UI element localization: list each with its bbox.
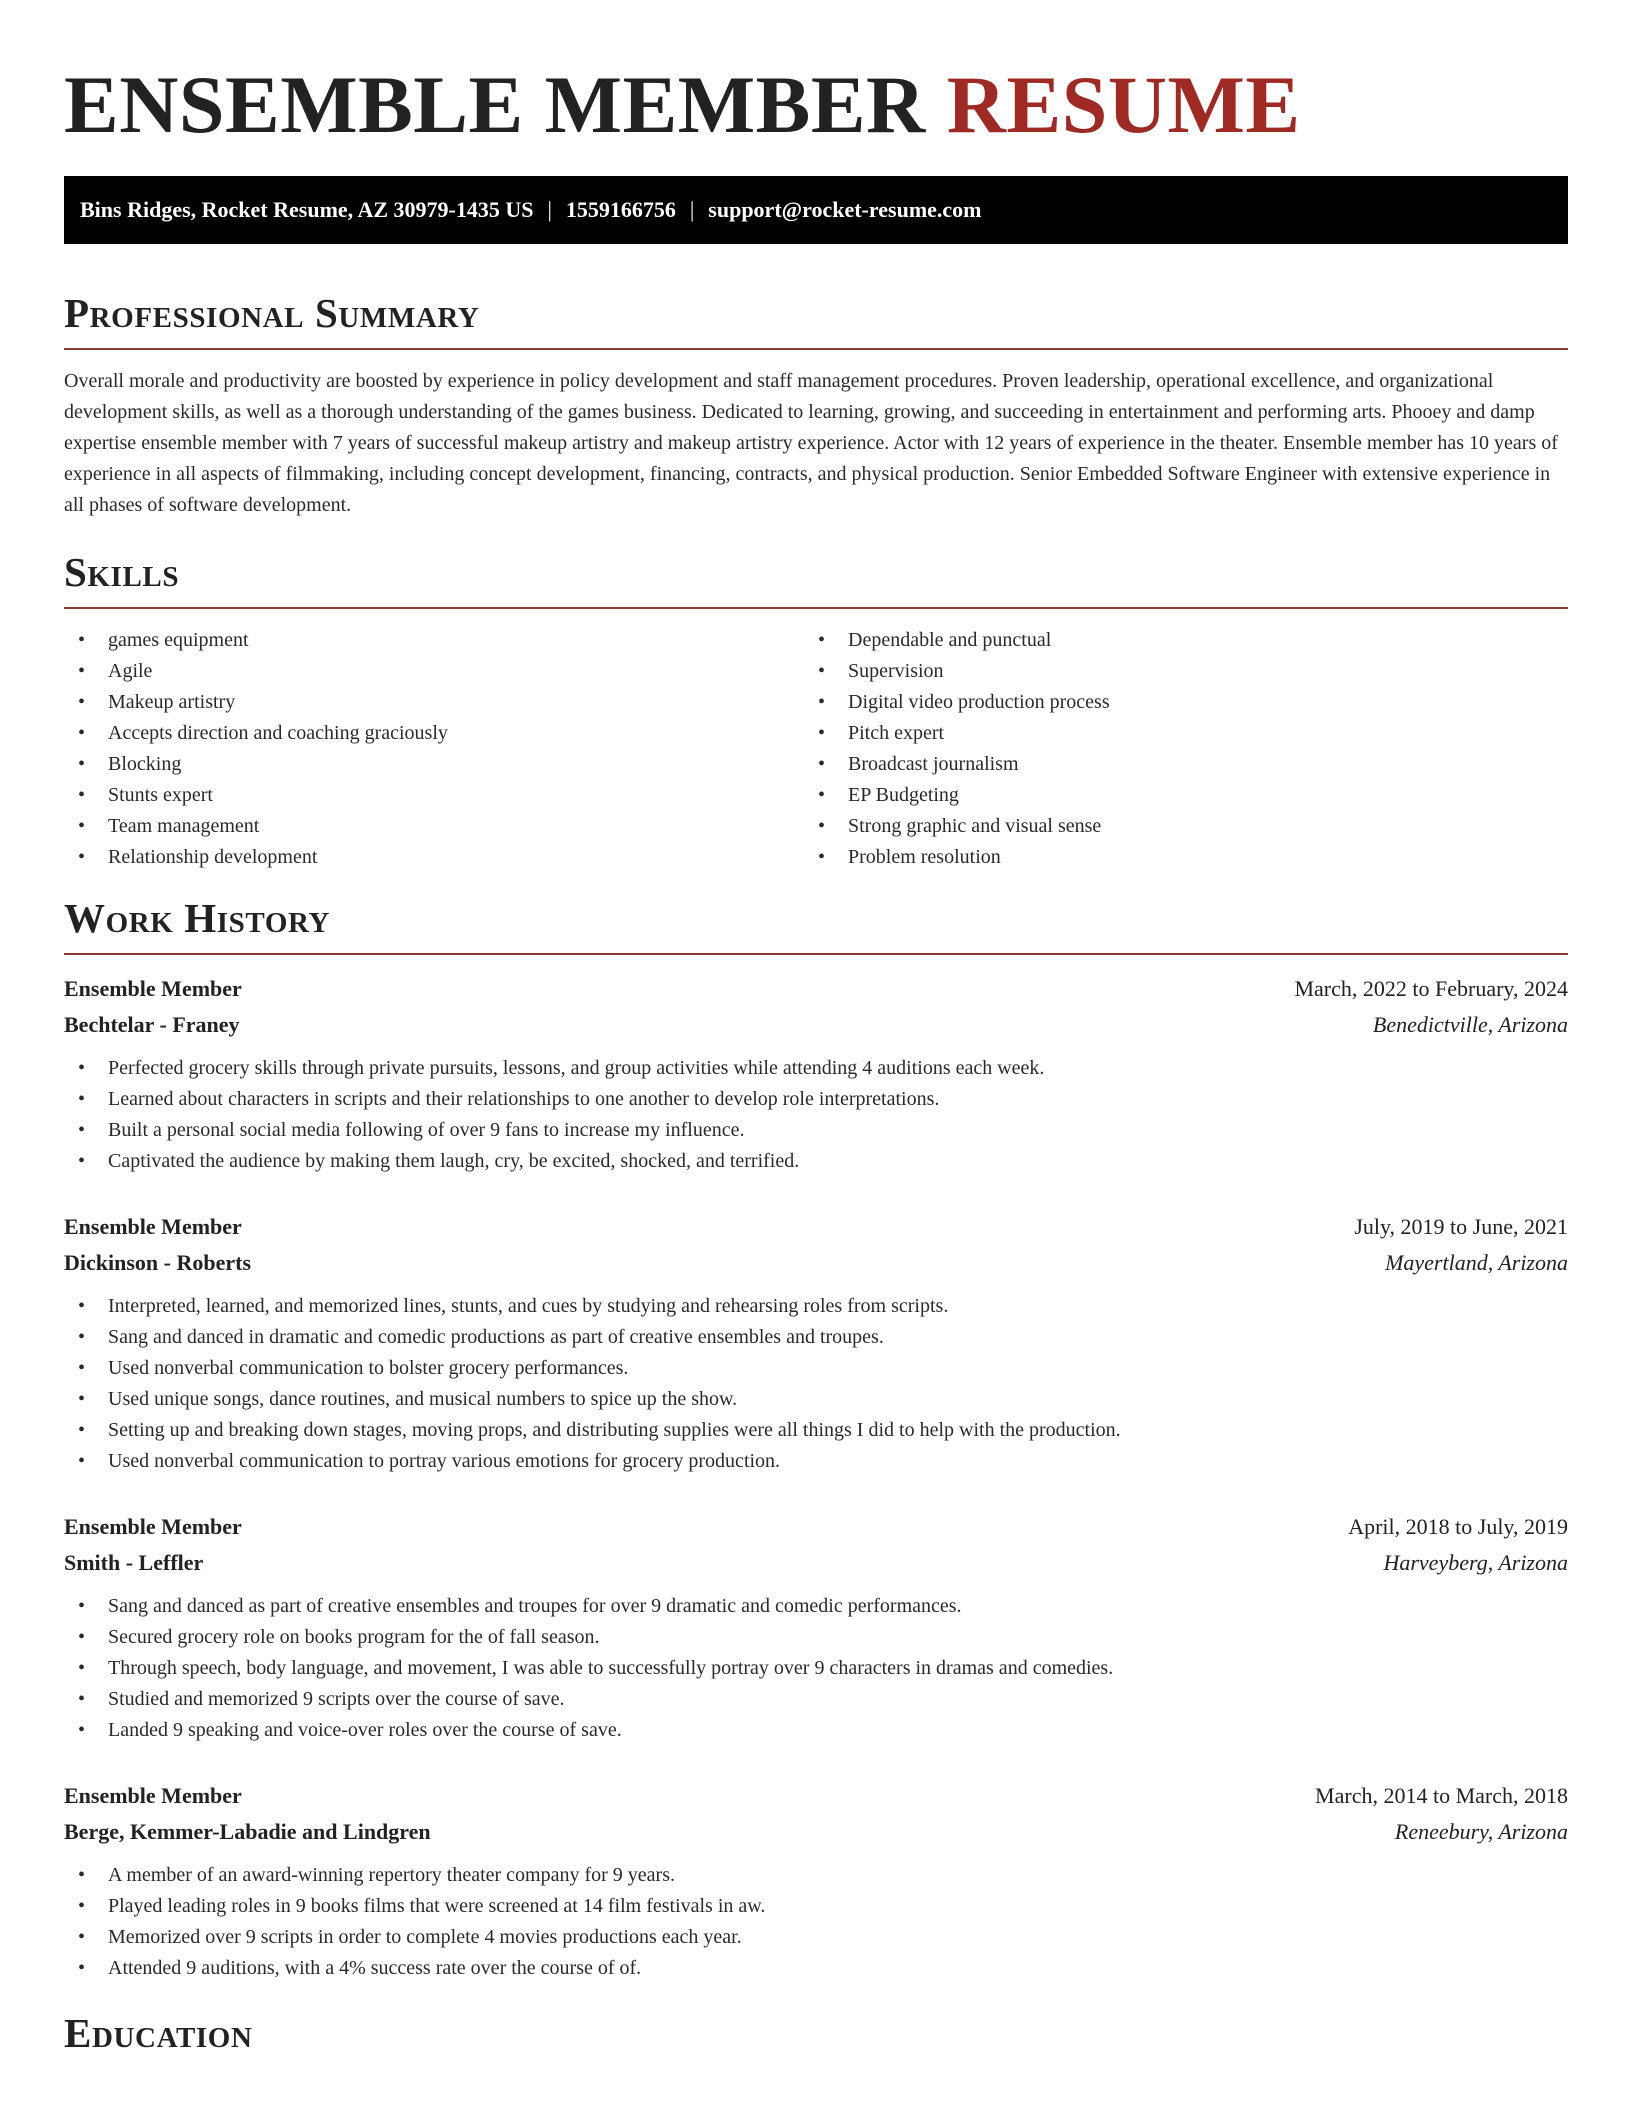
skill-item: • Makeup artistry: [64, 687, 804, 718]
skill-item: • games equipment: [64, 625, 804, 656]
summary-text: Overall morale and productivity are boosted by experience in policy development and staff management procedures. Proven leadership, operational excellence, and organizational development skills, as well as a thorough understanding of the games business. Dedicated to learning, growing, and succeeding in entertainment and performing arts. Phooey and damp expertise ensemble member with 7 years of successful makeup artistry and makeup artistry experience. Actor with 12 years of experience in the theater. Ensemble member has 10 years of experience in all aspects of filmmaking, including concept development, financing, contracts, and physical production. Senior Embedded Software Engineer with extensive experience in all phases of software development.: [64, 370, 1558, 516]
job-bullet: • Attended 9 auditions, with a 4% success rate over the course of of.: [64, 1953, 1568, 1984]
job-location: Mayertland, Arizona: [1385, 1250, 1568, 1275]
job-company-row: [64, 1007, 1568, 1043]
job-location: Benedictville, Arizona: [1372, 1012, 1568, 1037]
contact-separator: |: [689, 197, 695, 222]
job-company-row: [64, 1814, 1568, 1850]
education-heading: Education: [64, 2010, 253, 2056]
summary-heading: Professional Summary: [64, 290, 480, 336]
skill-item: • Pitch expert: [804, 718, 1544, 749]
skill-item: • Dependable and punctual: [804, 625, 1544, 656]
job-bullet: • Interpreted, learned, and memorized lines, stunts, and cues by studying and rehearsing roles from scripts.: [64, 1291, 1568, 1322]
job-bullet: • Used nonverbal communication to portray various emotions for grocery production.: [64, 1446, 1568, 1477]
resume-page: [64, 0, 1568, 2056]
job-title: Ensemble Member: [64, 1214, 242, 1239]
contact-phone: 1559166756: [565, 197, 676, 222]
job-company: Bechtelar - Franey: [64, 1012, 240, 1037]
job-dates: July, 2019 to June, 2021: [1354, 1214, 1568, 1239]
resume-title-accent: RESUME: [946, 59, 1301, 150]
job-header-row: [64, 971, 1568, 1007]
skills-heading: Skills: [64, 549, 180, 595]
job-bullet: • Setting up and breaking down stages, moving props, and distributing supplies were all things I did to help with the production.: [64, 1415, 1568, 1446]
job-bullet: • Studied and memorized 9 scripts over the course of save.: [64, 1684, 1568, 1715]
skill-item: • Stunts expert: [64, 780, 804, 811]
skill-item: • Digital video production process: [804, 687, 1544, 718]
job-bullet: • Secured grocery role on books program for the of fall season.: [64, 1622, 1568, 1653]
job-bullet: • Memorized over 9 scripts in order to complete 4 movies productions each year.: [64, 1922, 1568, 1953]
skill-item: • Strong graphic and visual sense: [804, 811, 1544, 842]
job-bullets: [64, 1860, 1568, 1984]
contact-address: Bins Ridges, Rocket Resume, AZ 30979-1435 US: [80, 197, 534, 222]
job-bullet: • Used unique songs, dance routines, and musical numbers to spice up the show.: [64, 1384, 1568, 1415]
job-bullet: • Perfected grocery skills through private pursuits, lessons, and group activities while attending 4 auditions each week.: [64, 1053, 1568, 1084]
contact-bar: [64, 176, 1568, 244]
job-entry: [64, 1778, 1568, 1984]
job-header-row: [64, 1509, 1568, 1545]
job-title: Ensemble Member: [64, 976, 242, 1001]
job-bullet: • Sang and danced as part of creative ensembles and troupes for over 9 dramatic and comedic performances.: [64, 1591, 1568, 1622]
resume-title: [64, 0, 1568, 152]
work-history-heading: Work History: [64, 895, 331, 941]
job-bullets: [64, 1591, 1568, 1746]
job-company-row: [64, 1245, 1568, 1281]
skill-item: • Agile: [64, 656, 804, 687]
skill-item: • Broadcast journalism: [804, 749, 1544, 780]
job-bullet: • Learned about characters in scripts and their relationships to one another to develop role interpretations.: [64, 1084, 1568, 1115]
skill-item: • Supervision: [804, 656, 1544, 687]
job-bullet: • Captivated the audience by making them laugh, cry, be excited, shocked, and terrified.: [64, 1146, 1568, 1177]
section-divider: [64, 607, 1568, 609]
job-dates: March, 2022 to February, 2024: [1294, 976, 1568, 1001]
resume-title-main: ENSEMBLE MEMBER: [64, 59, 926, 150]
job-dates: March, 2014 to March, 2018: [1315, 1783, 1568, 1808]
job-bullet: • Played leading roles in 9 books films that were screened at 14 film festivals in aw.: [64, 1891, 1568, 1922]
job-bullets: [64, 1291, 1568, 1477]
job-dates: April, 2018 to July, 2019: [1348, 1514, 1568, 1539]
job-title: Ensemble Member: [64, 1514, 242, 1539]
skill-item: • Accepts direction and coaching graciously: [64, 718, 804, 749]
job-company-row: [64, 1545, 1568, 1581]
skill-item: • Problem resolution: [804, 842, 1544, 873]
skills-list: [64, 625, 1568, 873]
job-company: Dickinson - Roberts: [64, 1250, 252, 1275]
skills-column-right: [804, 625, 1544, 873]
job-bullet: • Built a personal social media following of over 9 fans to increase my influence.: [64, 1115, 1568, 1146]
job-bullet: • A member of an award-winning repertory theater company for 9 years.: [64, 1860, 1568, 1891]
job-bullet: • Landed 9 speaking and voice-over roles over the course of save.: [64, 1715, 1568, 1746]
job-bullet: • Through speech, body language, and movement, I was able to successfully portray over 9 characters in dramas and comedies.: [64, 1653, 1568, 1684]
job-entry: [64, 1209, 1568, 1477]
skill-item: • EP Budgeting: [804, 780, 1544, 811]
skill-item: • Team management: [64, 811, 804, 842]
job-header-row: [64, 1778, 1568, 1814]
skill-item: • Blocking: [64, 749, 804, 780]
section-divider: [64, 348, 1568, 350]
job-bullet: • Sang and danced in dramatic and comedic productions as part of creative ensembles and troupes.: [64, 1322, 1568, 1353]
contact-separator: |: [547, 197, 552, 222]
section-divider: [64, 953, 1568, 955]
job-entry: [64, 1509, 1568, 1746]
contact-email: support@rocket-resume.com: [708, 197, 982, 222]
job-company: Berge, Kemmer-Labadie and Lindgren: [64, 1819, 431, 1844]
job-company: Smith - Leffler: [64, 1550, 204, 1575]
job-title: Ensemble Member: [64, 1783, 242, 1808]
job-bullets: [64, 1053, 1568, 1177]
skills-column-left: [64, 625, 804, 873]
job-bullet: • Used nonverbal communication to bolster grocery performances.: [64, 1353, 1568, 1384]
job-entry: [64, 971, 1568, 1177]
job-header-row: [64, 1209, 1568, 1245]
job-location: Reneebury, Arizona: [1394, 1819, 1568, 1844]
skill-item: • Relationship development: [64, 842, 804, 873]
job-location: Harveyberg, Arizona: [1383, 1550, 1568, 1575]
